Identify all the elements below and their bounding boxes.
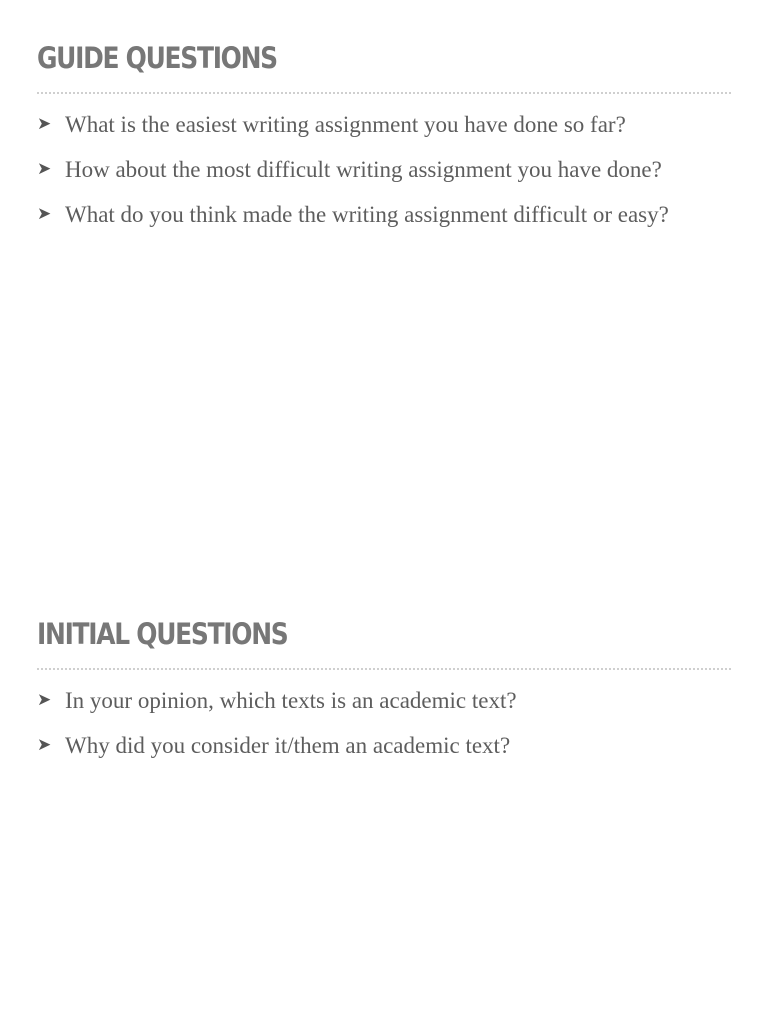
list-item	[37, 729, 731, 762]
guide-questions-list	[37, 108, 731, 231]
list-item-text: How about the most difficult writing assignment you have done?	[65, 157, 662, 182]
arrowhead-bullet-icon: ➤	[37, 114, 52, 134]
arrowhead-bullet-icon: ➤	[37, 204, 52, 224]
initial-questions-list	[37, 684, 731, 762]
initial-questions-section	[37, 612, 731, 774]
list-item	[37, 153, 731, 186]
list-item	[37, 108, 731, 141]
list-item-text: What do you think made the writing assignment difficult or easy?	[65, 202, 669, 227]
arrowhead-bullet-icon: ➤	[37, 159, 52, 179]
dotted-divider	[37, 92, 731, 94]
list-item-text: In your opinion, which texts is an academic text?	[65, 688, 517, 713]
dotted-divider	[37, 668, 731, 670]
list-item	[37, 198, 731, 231]
arrowhead-bullet-icon: ➤	[37, 690, 52, 710]
list-item-text: What is the easiest writing assignment you have done so far?	[65, 112, 626, 137]
guide-questions-heading: GUIDE QUESTIONS	[37, 41, 277, 75]
list-item	[37, 684, 731, 717]
initial-questions-heading: INITIAL QUESTIONS	[37, 617, 288, 651]
guide-questions-section	[37, 36, 731, 243]
arrowhead-bullet-icon: ➤	[37, 735, 52, 755]
list-item-text: Why did you consider it/them an academic text?	[65, 733, 511, 758]
